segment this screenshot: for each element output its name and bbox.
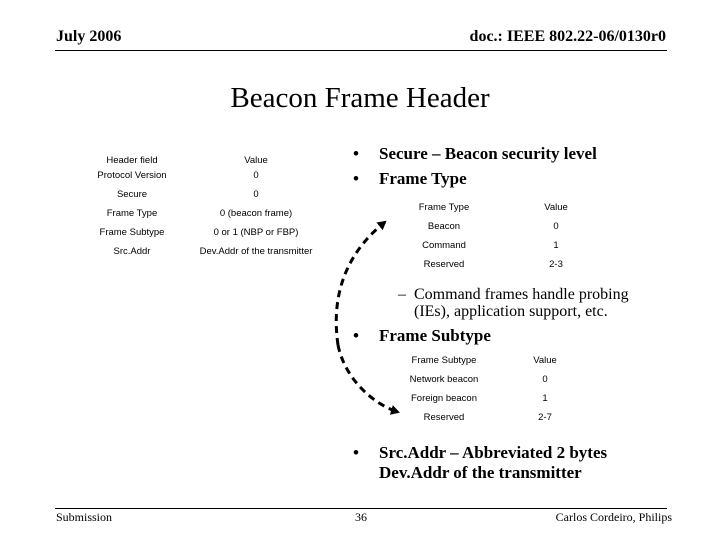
footer-submission: Submission [56,510,113,524]
table-row [72,189,320,208]
table-cell: 1 [542,393,548,404]
table-cell: 2-7 [538,412,552,423]
table-cell: 0 [553,221,559,232]
header-field-table [72,151,320,276]
bullet-src-addr-text: Src.Addr – Abbreviated 2 bytes Dev.Addr of the transmitter [379,443,608,482]
table-row [400,374,602,393]
table-cell: Protocol Version [97,170,167,181]
table-cell: 2-3 [549,259,563,270]
frame-subtype-table [400,355,602,431]
header-date: July 2006 [56,28,122,45]
bullet-frame-type-text: Frame Type [379,169,467,188]
bullet-glyph: • [353,326,359,345]
col-header-field: Header field [106,155,158,166]
bullet-glyph: • [353,144,359,163]
bullet-frame-type [353,169,467,189]
table-cell: Network beacon [409,374,479,385]
dash-glyph: – [398,286,406,303]
table-row [400,412,602,431]
table-row [72,227,320,246]
table-cell: 1 [553,240,559,251]
sub-bullet-text: Command frames handle probing (IEs), application support, etc. [414,286,629,320]
table-cell: 0 (beacon frame) [219,208,293,219]
table-cell: Secure [116,189,148,200]
col-header-value: Value [544,202,568,213]
table-cell: Dev.Addr of the transmitter [199,246,313,257]
table-cell: 0 or 1 (NBP or FBP) [213,227,299,238]
table-cell: Command [422,240,466,251]
col-header-value: Value [533,355,557,366]
table-row [388,259,612,278]
table-row [72,246,320,276]
table-cell: Reserved [423,412,465,423]
bullet-frame-subtype-text: Frame Subtype [379,326,491,345]
bullet-frame-subtype [353,326,491,346]
footer-author: Carlos Cordeiro, Philips [555,510,672,524]
col-header-frame-type: Frame Type [418,202,470,213]
footer-rule [55,508,667,509]
bullet-secure-text: Secure – Beacon security level [379,144,597,163]
arrow-to-frame-subtype-table [338,345,398,412]
bullet-glyph: • [353,169,359,188]
table-cell: Beacon [427,221,461,232]
slide-title: Beacon Frame Header [230,82,490,114]
table-row [388,221,612,240]
col-header-value: Value [244,155,268,166]
table-row [72,208,320,227]
table-cell: 0 [253,189,259,200]
page-number: 36 [355,510,367,524]
table-row [388,240,612,259]
table-header-row [400,355,602,374]
table-cell: Foreign beacon [410,393,478,404]
header-doc-id: doc.: IEEE 802.22-06/0130r0 [469,28,666,45]
table-row [72,170,320,189]
table-header-row [388,202,612,221]
bullet-src-addr [353,443,673,483]
frame-type-table [388,202,612,278]
col-header-frame-subtype: Frame Subtype [411,355,477,366]
table-header-row [72,151,320,170]
header-rule [55,50,667,51]
table-cell: 0 [542,374,548,385]
table-cell: Frame Subtype [99,227,165,238]
bullet-glyph: • [353,443,359,462]
sub-bullet-command-note [398,286,668,320]
table-cell: 0 [253,170,259,181]
table-cell: Reserved [423,259,465,270]
table-cell: Src.Addr [113,246,151,257]
table-row [400,393,602,412]
table-cell: Frame Type [106,208,158,219]
bullet-secure [353,144,597,164]
